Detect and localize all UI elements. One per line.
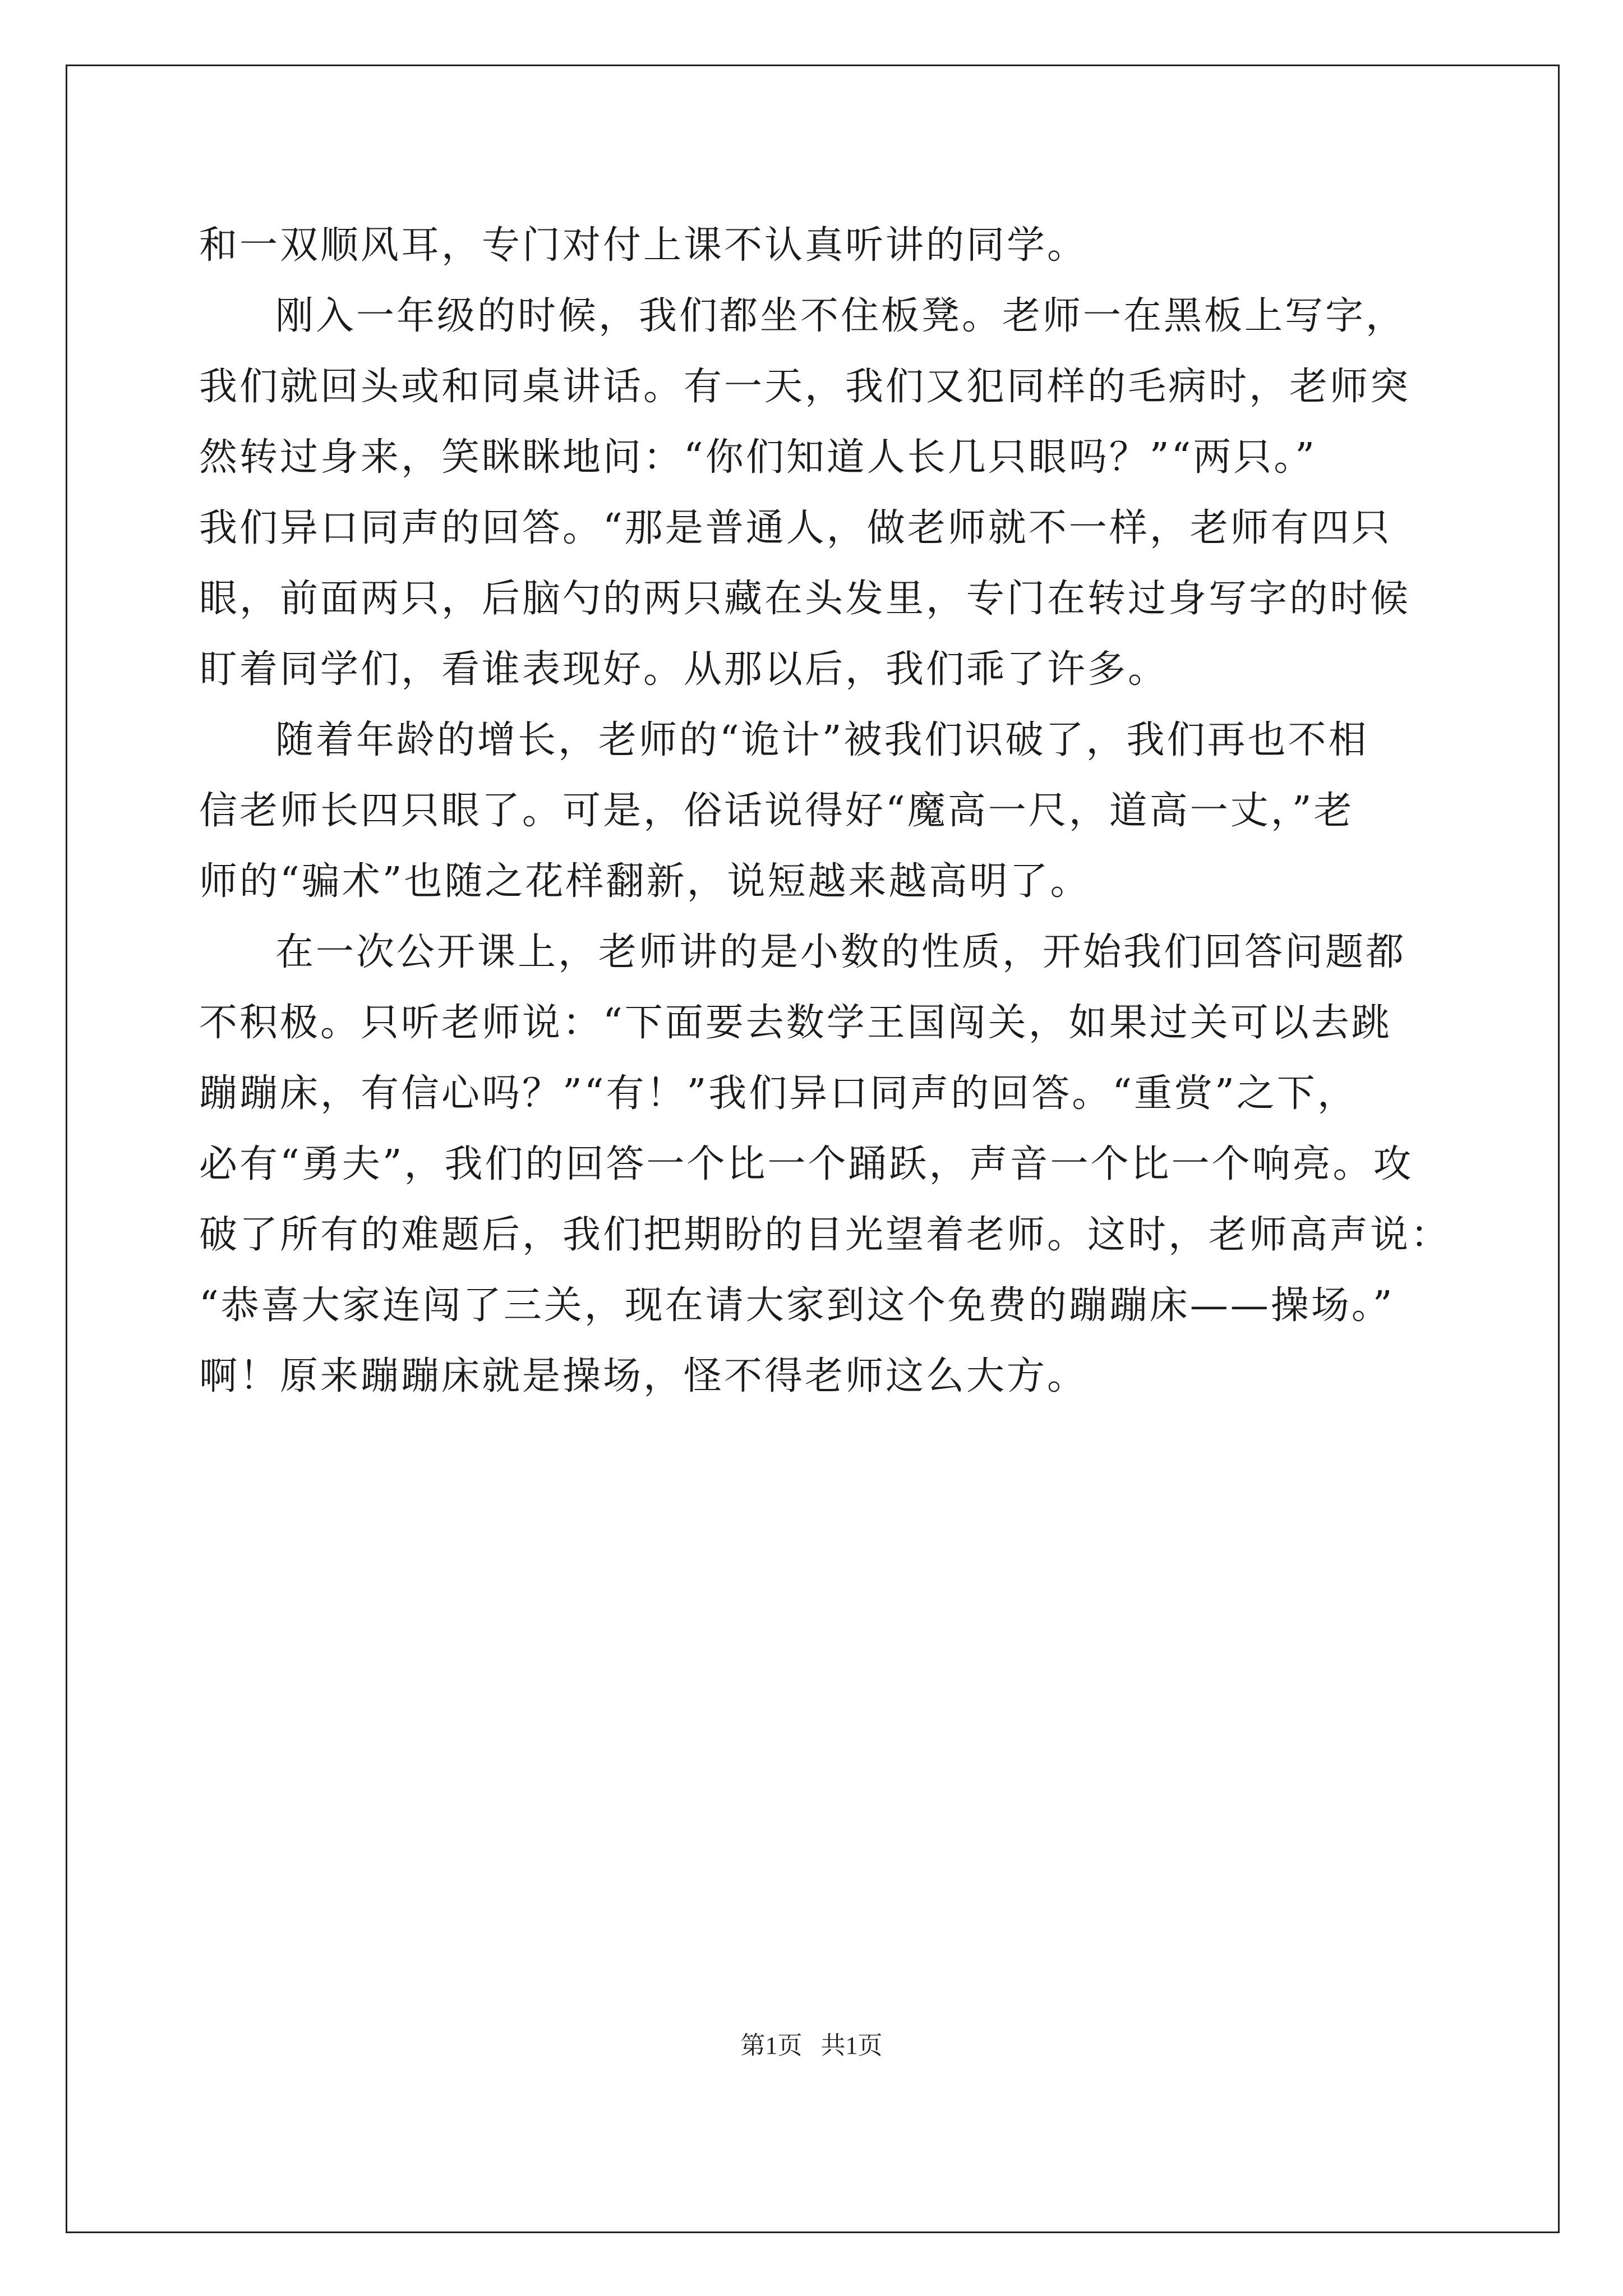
- text-line: 必有“勇夫”，我们的回答一个比一个踊跃，声音一个比一个响亮。攻: [199, 1142, 1414, 1186]
- text-line: 盯着同学们，看谁表现好。从那以后，我们乖了许多。: [199, 647, 1169, 692]
- text-line: 蹦蹦床，有信心吗？”“有！”我们异口同声的回答。“重赏”之下，: [199, 1071, 1358, 1116]
- text-line: 我们就回头或和同桌讲话。有一天，我们又犯同样的毛病时，老师突: [199, 365, 1411, 409]
- text-line: 师的“骗术”也随之花样翻新，说短越来越高明了。: [199, 859, 1091, 904]
- text-line: 不积极。只听老师说：“下面要去数学王国闯关，如果过关可以去跳: [199, 1001, 1392, 1045]
- text-line: 破了所有的难题后，我们把期盼的目光望着老师。这时，老师高声说：: [199, 1213, 1451, 1257]
- page-number: 第1页 共1页: [740, 2032, 883, 2059]
- text-line: 信老师长四只眼了。可是，俗话说得好“魔高一尺，道高一丈，”老: [199, 789, 1354, 833]
- text-line: 我们异口同声的回答。“那是普通人，做老师就不一样，老师有四只: [199, 506, 1392, 550]
- text-line: 然转过身来，笑眯眯地问：“你们知道人长几只眼吗？”“两只。”: [199, 435, 1317, 480]
- text-line: 眼，前面两只，后脑勺的两只藏在头发里，专门在转过身写字的时候: [199, 577, 1411, 621]
- text-line: “恭喜大家连闯了三关，现在请大家到这个免费的蹦蹦床——操场。”: [199, 1283, 1395, 1328]
- paragraph-start-line: 在一次公开课上，老师讲的是小数的性质，开始我们回答问题都: [275, 930, 1407, 974]
- text-line: 和一双顺风耳，专门对付上课不认真听讲的同学。: [199, 223, 1088, 268]
- text-line: 啊！原来蹦蹦床就是操场，怪不得老师这么大方。: [199, 1354, 1088, 1398]
- paragraph-start-line: 刚入一年级的时候，我们都坐不住板凳。老师一在黑板上写字，: [275, 294, 1407, 338]
- paragraph-start-line: 随着年龄的增长，老师的“诡计”被我们识破了，我们再也不相: [275, 718, 1369, 762]
